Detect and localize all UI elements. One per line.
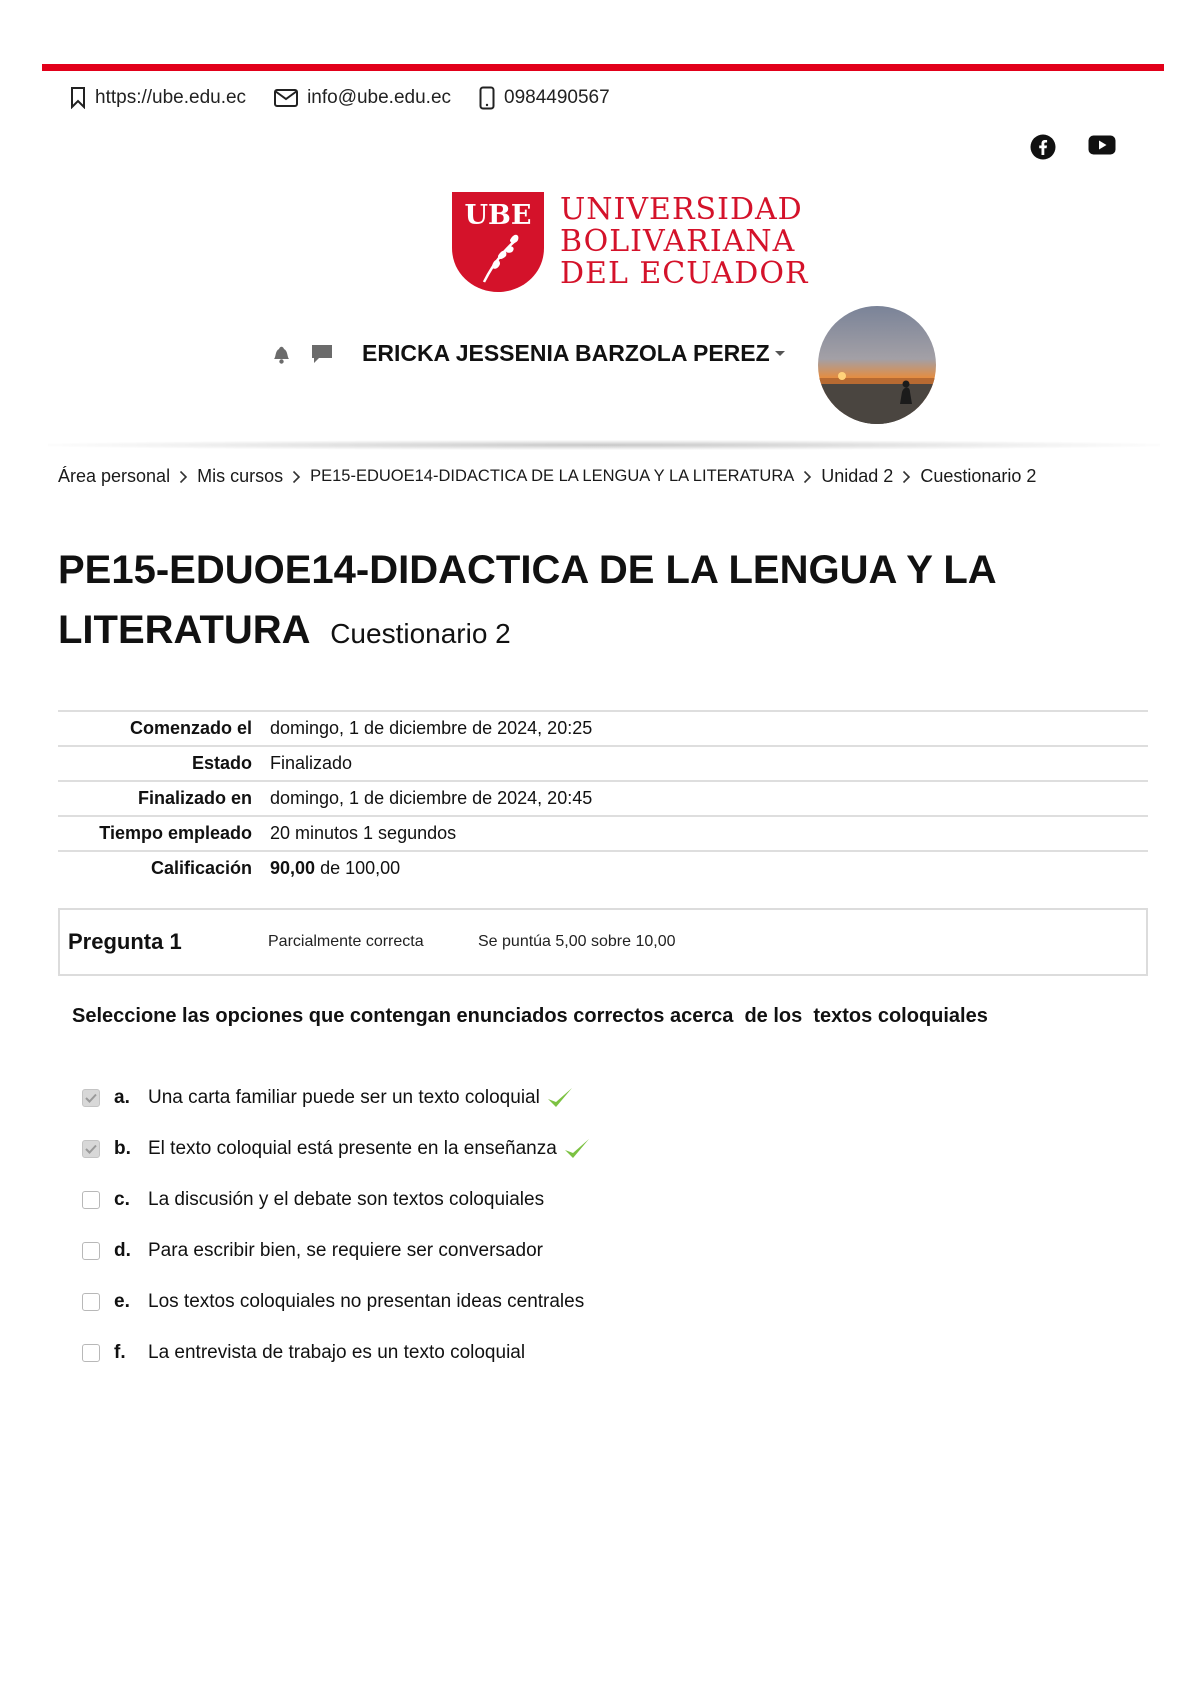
summary-label: Estado (191, 753, 252, 773)
answer-text: Para escribir bien, se requiere ser conversador (148, 1239, 543, 1261)
summary-label: Tiempo empleado (99, 823, 252, 843)
answer-text: Los textos coloquiales no presentan ideas centrales (148, 1290, 585, 1312)
breadcrumb-item[interactable]: Área personal (58, 466, 171, 486)
summary-label: Comenzado el (129, 718, 252, 738)
summary-value: 20 minutos 1 segundos (270, 823, 457, 843)
answer-letter: a. (114, 1086, 130, 1108)
avatar[interactable] (818, 306, 936, 424)
answer-list (82, 1072, 591, 1378)
answer-option-e (82, 1276, 591, 1327)
checkbox-tick-icon (85, 1144, 97, 1154)
table-row (58, 781, 1148, 816)
answer-letter: b. (114, 1137, 131, 1159)
breadcrumb-item[interactable]: Mis cursos (197, 466, 284, 486)
answer-checkbox[interactable] (82, 1293, 100, 1311)
checkbox-tick-icon (85, 1093, 97, 1103)
table-row (58, 711, 1148, 746)
breadcrumb-item[interactable]: Unidad 2 (821, 466, 894, 486)
website-link[interactable] (70, 87, 246, 109)
chevron-right-icon (902, 470, 911, 484)
chevron-down-icon[interactable] (774, 350, 786, 358)
question-index: 1 (169, 929, 182, 954)
university-logo (450, 190, 809, 294)
summary-label: Finalizado en (137, 788, 252, 808)
user-bar (270, 340, 786, 367)
facebook-icon (1030, 134, 1056, 160)
chevron-right-icon (803, 470, 812, 484)
summary-value (270, 851, 1148, 885)
breadcrumb-item[interactable]: Cuestionario 2 (920, 466, 1037, 486)
course-title: PE15-EDUOE14-DIDACTICA DE LA LENGUA Y LA LITERATURA (58, 548, 996, 652)
answer-option-a (82, 1072, 591, 1123)
ube-shield-logo (450, 190, 546, 294)
table-row (58, 816, 1148, 851)
answer-option-c (82, 1174, 591, 1225)
user-menu-name[interactable]: ERICKA JESSENIA BARZOLA PEREZ (362, 340, 770, 366)
correct-check-icon (546, 1086, 574, 1110)
grade-score: 90,00 (270, 858, 316, 878)
question-info-box (58, 908, 1148, 976)
header-divider (48, 440, 1160, 450)
quiz-subtitle: Cuestionario 2 (330, 618, 511, 649)
chevron-right-icon (179, 470, 188, 484)
question-text: Seleccione las opciones que contengan enunciados correctos acerca de los textos coloquiales (72, 1005, 988, 1027)
phone-link[interactable] (479, 86, 610, 110)
chevron-right-icon (292, 470, 301, 484)
answer-option-d (82, 1225, 591, 1276)
phone-text: 0984490567 (504, 87, 610, 108)
answer-checkbox[interactable] (82, 1140, 100, 1158)
youtube-icon (1088, 134, 1116, 156)
summary-value: domingo, 1 de diciembre de 2024, 20:45 (270, 788, 593, 808)
brand-top-rule (42, 64, 1164, 71)
answer-option-f (82, 1327, 591, 1378)
breadcrumb (58, 466, 1036, 487)
answer-text: La entrevista de trabajo es un texto coloquial (148, 1341, 526, 1363)
question-label: Pregunta (68, 929, 164, 954)
answer-text: Una carta familiar puede ser un texto coloquial (148, 1086, 540, 1108)
answer-letter: f. (114, 1341, 126, 1363)
summary-value: Finalizado (270, 753, 353, 773)
summary-label: Calificación (150, 858, 252, 878)
page-title (58, 540, 1138, 664)
contact-bar (70, 86, 638, 110)
answer-letter: c. (114, 1188, 130, 1210)
mobile-phone-icon (479, 86, 495, 110)
answer-letter: d. (114, 1239, 131, 1261)
avatar-sunset-photo (818, 306, 936, 424)
bookmark-icon (70, 87, 86, 109)
grade-total: de 100,00 (320, 858, 401, 878)
attempt-summary-table (58, 710, 1148, 885)
table-row (58, 851, 1148, 885)
logo-line-1: UNIVERSIDAD (560, 192, 803, 227)
answer-text: La discusión y el debate son textos coloquiales (148, 1188, 545, 1210)
facebook-link[interactable] (1030, 134, 1056, 160)
answer-letter: e. (114, 1290, 130, 1312)
summary-value: domingo, 1 de diciembre de 2024, 20:25 (270, 718, 593, 738)
answer-checkbox[interactable] (82, 1191, 100, 1209)
website-text: https://ube.edu.ec (95, 87, 247, 108)
correct-check-icon (563, 1137, 591, 1161)
breadcrumb-item[interactable]: PE15-EDUOE14-DIDACTICA DE LA LENGUA Y LA LITERATURA (310, 467, 795, 485)
email-link[interactable] (274, 87, 451, 109)
university-name (560, 194, 809, 290)
answer-checkbox[interactable] (82, 1242, 100, 1260)
youtube-link[interactable] (1088, 134, 1116, 156)
table-row (58, 746, 1148, 781)
logo-line-3: DEL ECUADOR (560, 256, 809, 291)
answer-text: El texto coloquial está presente en la enseñanza (148, 1137, 557, 1159)
answer-option-b (82, 1123, 591, 1174)
question-number (68, 929, 268, 955)
envelope-icon (274, 89, 298, 107)
answer-checkbox[interactable] (82, 1089, 100, 1107)
question-grade: Se puntúa 5,00 sobre 10,00 (478, 933, 676, 950)
question-state: Parcialmente correcta (268, 933, 424, 950)
message-icon[interactable] (310, 343, 334, 365)
notification-bell-icon[interactable] (270, 343, 292, 365)
answer-checkbox[interactable] (82, 1344, 100, 1362)
logo-line-2: BOLIVARIANA (560, 224, 796, 259)
email-text: info@ube.edu.ec (307, 87, 452, 108)
logo-abbr: UBE (464, 200, 532, 231)
